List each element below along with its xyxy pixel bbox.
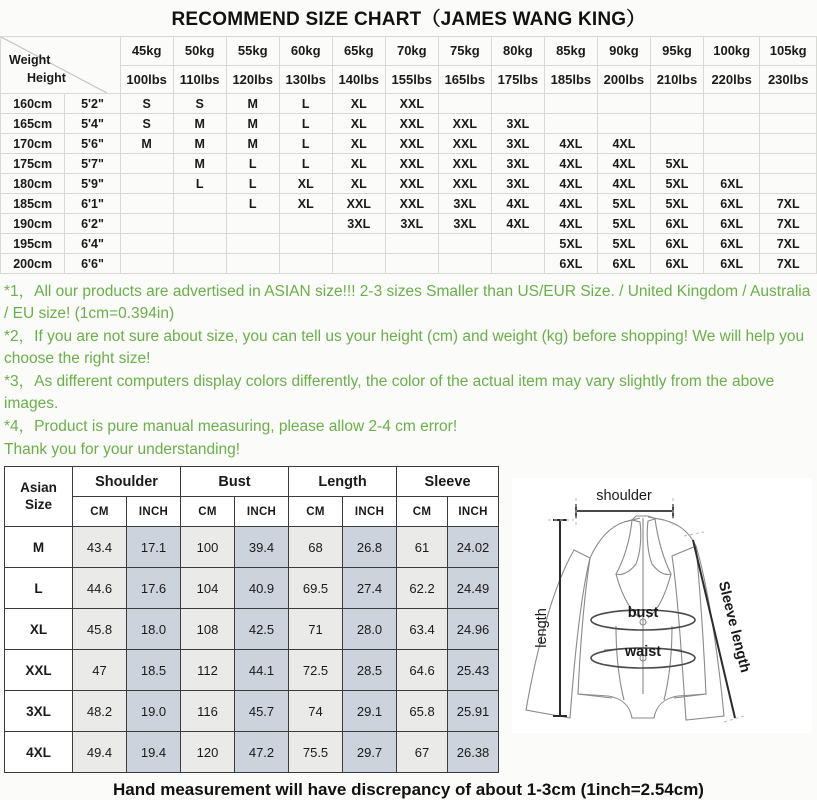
size-cell-empty [279,234,332,254]
weight-lbs-header: 200lbs [597,65,650,94]
size-cell: L [279,154,332,174]
size-cell: 6XL [703,254,759,274]
height-ft-label: 6'2" [65,214,120,234]
height-cm-label: 185cm [1,194,65,214]
size-cell: L [173,174,226,194]
size-cell-empty [120,174,173,194]
measure-value-inch: 24.02 [448,527,499,568]
size-cell: 4XL [597,174,650,194]
note-thanks: Thank you for your understanding! [4,441,241,458]
notes-block [0,274,817,466]
size-cell: 7XL [760,194,817,214]
table-row [1,174,817,194]
weight-lbs-header: 140lbs [332,65,385,94]
footer-note: Hand measurement will have discrepancy of about 1-3cm (1inch=2.54cm) [113,780,704,799]
size-cell-empty [226,234,279,254]
measure-value-inch: 17.6 [127,568,181,609]
measure-value-inch: 17.1 [127,527,181,568]
measure-value-inch: 19.0 [127,691,181,732]
measure-unit-header: INCH [235,497,289,527]
measure-value-inch: 25.91 [448,691,499,732]
measure-value-cm: 74 [289,691,343,732]
measure-value-inch: 26.8 [343,527,397,568]
size-cell: XL [332,114,385,134]
weight-kg-header: 50kg [173,37,226,66]
table-row [5,650,499,691]
size-cell-empty [760,94,817,114]
measure-value-cm: 75.5 [289,732,343,773]
size-cell-empty [120,194,173,214]
weight-kg-header: 105kg [760,37,817,66]
measure-value-cm: 62.2 [397,568,448,609]
note-3: *3，As different computers display colors differently, the color of the actual item may vary slightly from the above images. [4,373,775,412]
size-cell: 3XL [491,174,544,194]
page-title: RECOMMEND SIZE CHART（JAMES WANG KING） [0,0,817,36]
corner-weight-label: Weight [9,53,51,67]
size-cell: L [226,174,279,194]
measure-value-inch: 26.38 [448,732,499,773]
size-cell-empty [491,94,544,114]
size-cell: XXL [385,154,438,174]
size-cell: XL [332,134,385,154]
size-cell-empty [491,254,544,274]
weight-kg-header: 45kg [120,37,173,66]
size-cell: 7XL [760,214,817,234]
note-1: *1，All our products are advertised in ASIAN size!!! 2-3 sizes Smaller than US/EUR Size. / United Kingdom / Australia / EU size! (1cm=0.394in) [4,283,811,322]
measure-size-label: XXL [5,650,73,691]
height-ft-label: 6'1" [65,194,120,214]
measure-value-cm: 112 [181,650,235,691]
table-row [1,114,817,134]
measure-group-header: Length [289,467,397,497]
corner-height-label: Height [27,71,66,85]
size-cell-empty [438,94,491,114]
size-cell: 3XL [491,114,544,134]
weight-lbs-header: 175lbs [491,65,544,94]
size-cell: XXL [438,174,491,194]
size-cell-empty [544,94,597,114]
size-cell-empty [760,134,817,154]
size-cell-empty [120,214,173,234]
size-cell: 3XL [332,214,385,234]
size-cell-empty [544,114,597,134]
size-cell: L [226,194,279,214]
measure-value-cm: 104 [181,568,235,609]
measure-value-inch: 29.7 [343,732,397,773]
size-cell-empty [597,114,650,134]
measure-value-cm: 69.5 [289,568,343,609]
size-cell-empty [491,234,544,254]
size-cell-empty [173,234,226,254]
height-cm-label: 165cm [1,114,65,134]
size-cell: 4XL [544,194,597,214]
size-cell: 4XL [544,154,597,174]
measure-value-inch: 39.4 [235,527,289,568]
size-cell: 6XL [650,234,703,254]
size-cell: M [120,134,173,154]
measure-value-cm: 120 [181,732,235,773]
size-cell: XXL [385,174,438,194]
size-cell-empty [703,94,759,114]
height-ft-label: 5'9" [65,174,120,194]
note-2: *2，If you are not sure about size, you can tell us your height (cm) and weight (kg) before shopping! We will help you choose the right size! [4,328,805,367]
measure-value-cm: 65.8 [397,691,448,732]
size-cell: 3XL [438,194,491,214]
measure-size-label: 4XL [5,732,73,773]
size-cell: 6XL [703,174,759,194]
size-cell-empty [703,114,759,134]
measure-value-inch: 44.1 [235,650,289,691]
size-cell: 4XL [544,214,597,234]
measure-size-label: XL [5,609,73,650]
height-cm-label: 190cm [1,214,65,234]
weight-lbs-header: 210lbs [650,65,703,94]
measure-value-cm: 108 [181,609,235,650]
size-cell: 5XL [597,214,650,234]
size-cell: M [173,114,226,134]
weight-kg-header: 65kg [332,37,385,66]
size-cell: M [173,134,226,154]
weight-kg-header: 80kg [491,37,544,66]
size-cell: 7XL [760,254,817,274]
height-ft-label: 6'6" [65,254,120,274]
measure-value-cm: 68 [289,527,343,568]
note-4: *4，Product is pure manual measuring, please allow 2-4 cm error! [4,418,458,435]
measure-value-inch: 47.2 [235,732,289,773]
size-cell: M [226,134,279,154]
table-row [5,732,499,773]
size-cell-empty [703,154,759,174]
size-cell: 6XL [544,254,597,274]
size-cell-empty [597,94,650,114]
size-cell: 5XL [544,234,597,254]
weight-kg-header: 60kg [279,37,332,66]
table-row [1,214,817,234]
measure-value-cm: 43.4 [73,527,127,568]
measure-value-inch: 25.43 [448,650,499,691]
weight-lbs-header: 165lbs [438,65,491,94]
size-cell: M [173,154,226,174]
size-cell: S [120,94,173,114]
size-cell: L [279,114,332,134]
weight-lbs-header: 100lbs [120,65,173,94]
size-cell-empty [332,234,385,254]
weight-lbs-header: 155lbs [385,65,438,94]
size-cell: S [173,94,226,114]
measure-value-inch: 28.0 [343,609,397,650]
size-cell-empty [760,174,817,194]
size-cell-empty [226,254,279,274]
weight-kg-header: 55kg [226,37,279,66]
weight-height-corner [1,37,121,94]
measure-value-inch: 24.96 [448,609,499,650]
size-cell: 6XL [703,214,759,234]
size-cell-empty [226,214,279,234]
measure-value-cm: 100 [181,527,235,568]
size-cell: XXL [438,114,491,134]
size-cell: XXL [385,114,438,134]
jacket-measurement-diagram [512,478,812,733]
weight-kg-header: 90kg [597,37,650,66]
height-cm-label: 170cm [1,134,65,154]
size-cell-empty [120,254,173,274]
size-cell-empty [760,154,817,174]
measure-unit-header: CM [73,497,127,527]
weight-kg-header: 75kg [438,37,491,66]
measure-group-header: Sleeve [397,467,499,497]
height-ft-label: 6'4" [65,234,120,254]
measure-value-inch: 19.4 [127,732,181,773]
size-cell: XL [279,174,332,194]
size-cell: 6XL [703,194,759,214]
weight-kg-header: 70kg [385,37,438,66]
size-cell-empty [438,254,491,274]
measure-group-header: Bust [181,467,289,497]
height-ft-label: 5'4" [65,114,120,134]
measurement-table [4,466,499,773]
table-row [1,134,817,154]
size-cell: 5XL [650,174,703,194]
height-cm-label: 200cm [1,254,65,274]
weight-lbs-header: 230lbs [760,65,817,94]
measure-size-label: 3XL [5,691,73,732]
size-cell-empty [650,134,703,154]
measure-size-label: L [5,568,73,609]
measure-unit-header: INCH [448,497,499,527]
size-cell: XXL [385,94,438,114]
size-cell: M [226,114,279,134]
size-cell: 4XL [544,174,597,194]
table-row [5,568,499,609]
measure-value-cm: 49.4 [73,732,127,773]
measure-value-inch: 18.0 [127,609,181,650]
diagram-bust-label: bust [627,605,659,621]
weight-lbs-header: 120lbs [226,65,279,94]
table-row [5,609,499,650]
measure-size-label: M [5,527,73,568]
size-cell-empty [650,114,703,134]
size-cell-empty [120,234,173,254]
size-cell: 3XL [438,214,491,234]
size-cell: 5XL [650,154,703,174]
height-cm-label: 175cm [1,154,65,174]
size-cell: 6XL [650,254,703,274]
measure-unit-header: INCH [127,497,181,527]
height-cm-label: 160cm [1,94,65,114]
size-cell: 4XL [491,214,544,234]
weight-kg-header: 100kg [703,37,759,66]
measure-value-inch: 18.5 [127,650,181,691]
size-cell-empty [332,254,385,274]
size-cell: L [279,94,332,114]
weight-lbs-header: 110lbs [173,65,226,94]
weight-lbs-header: 220lbs [703,65,759,94]
measure-value-cm: 63.4 [397,609,448,650]
measure-value-cm: 44.6 [73,568,127,609]
measure-unit-header: CM [181,497,235,527]
diagram-sleeve-label: Sleeve length [714,579,753,675]
size-cell-empty [279,254,332,274]
diagram-length-label: length [534,608,550,648]
diagram-shoulder-label: shoulder [596,488,652,504]
size-cell: S [120,114,173,134]
weight-lbs-header: 130lbs [279,65,332,94]
size-cell: 5XL [650,194,703,214]
table-row [1,154,817,174]
size-cell: XXL [438,154,491,174]
size-cell-empty [173,214,226,234]
measure-value-cm: 45.8 [73,609,127,650]
table-row [1,234,817,254]
measure-value-inch: 28.5 [343,650,397,691]
measure-value-inch: 42.5 [235,609,289,650]
table-row [1,94,817,114]
measure-value-cm: 47 [73,650,127,691]
measure-value-cm: 64.6 [397,650,448,691]
measure-value-cm: 61 [397,527,448,568]
measure-value-inch: 40.9 [235,568,289,609]
size-cell-empty [279,214,332,234]
size-cell: L [226,154,279,174]
measure-unit-header: INCH [343,497,397,527]
measure-value-inch: 24.49 [448,568,499,609]
height-ft-label: 5'6" [65,134,120,154]
size-cell: XXL [438,134,491,154]
size-cell: L [279,134,332,154]
size-cell: 3XL [491,154,544,174]
size-cell: XXL [385,134,438,154]
size-cell-empty [760,114,817,134]
table-row [5,691,499,732]
size-cell: 6XL [597,254,650,274]
size-cell: 6XL [650,214,703,234]
size-cell: XL [332,174,385,194]
asian-size-header [5,467,73,527]
height-ft-label: 5'2" [65,94,120,114]
size-cell-empty [650,94,703,114]
size-cell: 5XL [597,234,650,254]
height-cm-label: 180cm [1,174,65,194]
measure-value-inch: 29.1 [343,691,397,732]
diagram-waist-label: waist [624,644,662,660]
weight-lbs-header: 185lbs [544,65,597,94]
measure-value-cm: 116 [181,691,235,732]
size-cell-empty [703,134,759,154]
size-cell-empty [385,234,438,254]
size-cell: XXL [385,194,438,214]
lower-section [0,466,817,776]
height-ft-label: 5'7" [65,154,120,174]
measure-value-inch: 27.4 [343,568,397,609]
measure-value-cm: 48.2 [73,691,127,732]
measure-group-header: Shoulder [73,467,181,497]
measure-value-cm: 72.5 [289,650,343,691]
measure-value-inch: 45.7 [235,691,289,732]
size-cell-empty [173,194,226,214]
size-cell: 6XL [703,234,759,254]
size-cell: 4XL [597,154,650,174]
size-cell: XL [332,94,385,114]
asian-size-line1: Asian [20,479,57,495]
size-cell-empty [173,254,226,274]
size-cell: 4XL [597,134,650,154]
size-cell: M [226,94,279,114]
measure-value-cm: 71 [289,609,343,650]
size-cell: 4XL [544,134,597,154]
measure-unit-header: CM [289,497,343,527]
size-cell-empty [120,154,173,174]
height-cm-label: 195cm [1,234,65,254]
weight-kg-header: 85kg [544,37,597,66]
table-row [1,254,817,274]
size-cell-empty [438,234,491,254]
size-cell: 3XL [385,214,438,234]
size-cell: XXL [332,194,385,214]
asian-size-line2: Size [24,496,52,512]
table-row [1,194,817,214]
size-cell: 4XL [491,194,544,214]
size-cell: 7XL [760,234,817,254]
size-cell: XL [332,154,385,174]
recommend-size-table [0,36,817,274]
size-cell: XL [279,194,332,214]
weight-kg-header: 95kg [650,37,703,66]
measure-value-cm: 67 [397,732,448,773]
measure-unit-header: CM [397,497,448,527]
size-cell: 3XL [491,134,544,154]
size-cell: 5XL [597,194,650,214]
size-cell-empty [385,254,438,274]
table-row [5,527,499,568]
